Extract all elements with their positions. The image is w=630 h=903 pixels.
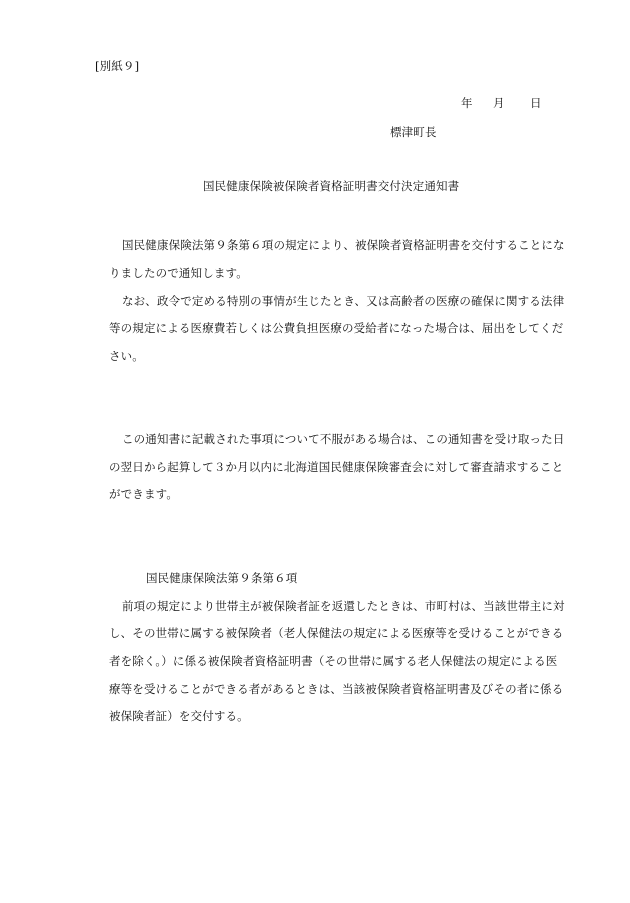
issuer-name: 標津町長 [390,125,437,139]
appeal-line: ができます。 [109,487,178,501]
date-day-label: 日 [530,96,542,110]
appeal-line: この通知書に記載された事項について不服がある場合は、この通知書を受け取った日 [122,432,565,446]
document-title: 国民健康保険被保険者資格証明書交付決定通知書 [203,179,460,193]
date-month-label: 月 [493,96,505,110]
body-line: りましたので通知します。 [109,266,248,280]
body-line: 国民健康保険法第９条第６項の規定により、被保険者資格証明書を交付することにな [122,238,565,252]
body-line: 等の規定による医療費若しくは公費負担医療の受給者になった場合は、届出をしてくだ [109,321,564,335]
law-line: 前項の規定により世帯主が被保険者証を返還したときは、市町村は、当該世帯主に対 [122,599,565,613]
law-heading: 国民健康保険法第９条第６項 [146,571,298,585]
body-line: なお、政令で定める特別の事情が生じたとき、又は高齢者の医療の確保に関する法律 [122,294,565,308]
law-line: し、その世帯に属する被保険者（老人保健法の規定による医療等を受けることができる [109,626,564,640]
appeal-line: の翌日から起算して３か月以内に北海道国民健康保険審査会に対して審査請求すること [109,460,564,474]
body-line: さい。 [109,349,144,363]
date-year-label: 年 [461,96,473,110]
attachment-label: [別紙９] [95,59,140,73]
law-line: 療等を受けることができる者があるときは、当該被保険者資格証明書及びその者に係る [109,682,564,696]
law-line: 者を除く。）に係る被保険者資格証明書（その世帯に属する老人保健法の規定による医 [109,654,558,668]
law-line: 被保険者証）を交付する。 [109,709,249,723]
